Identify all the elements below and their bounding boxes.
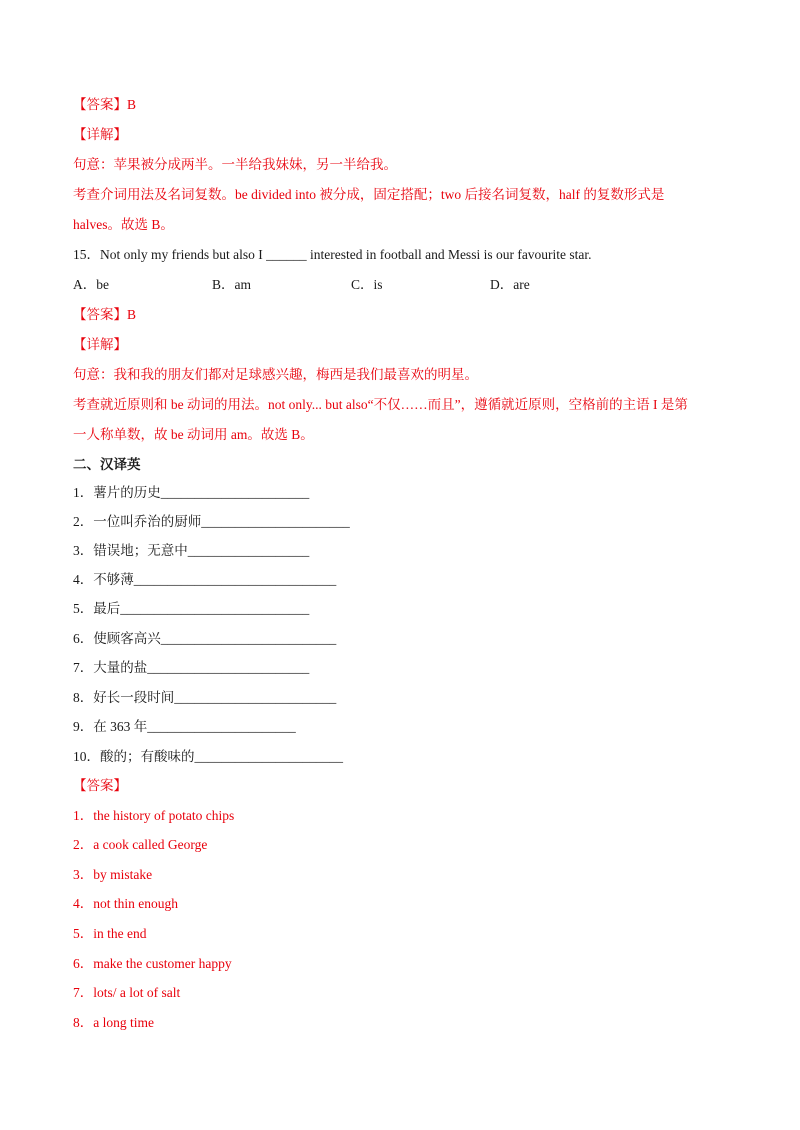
answer-item: 2．a cook called George bbox=[73, 837, 208, 852]
q15-analysis-line1: 考查就近原则和 be 动词的用法。not only... but also“不仅……而且”，遵循就近原则，空格前的主语 I 是第 bbox=[73, 397, 688, 412]
translation-item: 9．在 363 年______________________ bbox=[73, 719, 296, 734]
answer-item: 8．a long time bbox=[73, 1015, 154, 1030]
answer-item: 7．lots/ a lot of salt bbox=[73, 985, 181, 1000]
q14-analysis-line2: halves。故选 B。 bbox=[73, 217, 174, 232]
q15-option-b: B．am bbox=[212, 277, 251, 292]
q15-answer-tag: 【答案】B bbox=[73, 307, 137, 322]
q15-option-d: D．are bbox=[490, 277, 530, 292]
translation-item: 7．大量的盐________________________ bbox=[73, 660, 310, 675]
section-heading: 二、汉译英 bbox=[73, 457, 141, 472]
translation-item: 4．不够薄______________________________ bbox=[73, 572, 337, 587]
translation-item: 2．一位叫乔治的厨师______________________ bbox=[73, 514, 350, 529]
q14-answer-tag: 【答案】B bbox=[73, 97, 137, 112]
translation-item: 6．使顾客高兴__________________________ bbox=[73, 631, 337, 646]
translation-item: 1．薯片的历史______________________ bbox=[73, 485, 310, 500]
answer-item: 5．in the end bbox=[73, 926, 147, 941]
q15-option-c: C．is bbox=[351, 277, 383, 292]
answer-item: 3．by mistake bbox=[73, 867, 153, 882]
translation-item: 10．酸的；有酸味的______________________ bbox=[73, 749, 343, 764]
translation-item: 3．错误地；无意中__________________ bbox=[73, 543, 310, 558]
section-answer-tag: 【答案】 bbox=[73, 778, 127, 793]
q15-detail-tag: 【详解】 bbox=[73, 337, 127, 352]
q15-option-a: A．be bbox=[73, 277, 109, 292]
q14-meaning: 句意：苹果被分成两半。一半给我妹妹，另一半给我。 bbox=[73, 157, 397, 172]
translation-item: 8．好长一段时间________________________ bbox=[73, 690, 337, 705]
q15-meaning: 句意：我和我的朋友们都对足球感兴趣，梅西是我们最喜欢的明星。 bbox=[73, 367, 478, 382]
q15-question: 15．Not only my friends but also I ______ interested in football and Messi is our favourite star. bbox=[73, 247, 592, 262]
answer-item: 6．make the customer happy bbox=[73, 956, 232, 971]
q14-analysis-line1: 考查介词用法及名词复数。be divided into 被分成，固定搭配；two 后接名词复数，half 的复数形式是 bbox=[73, 187, 665, 202]
translation-item: 5．最后____________________________ bbox=[73, 601, 310, 616]
q14-detail-tag: 【详解】 bbox=[73, 127, 127, 142]
q15-analysis-line2: 一人称单数，故 be 动词用 am。故选 B。 bbox=[73, 427, 314, 442]
answer-item: 1．the history of potato chips bbox=[73, 808, 235, 823]
answer-item: 4．not thin enough bbox=[73, 896, 178, 911]
